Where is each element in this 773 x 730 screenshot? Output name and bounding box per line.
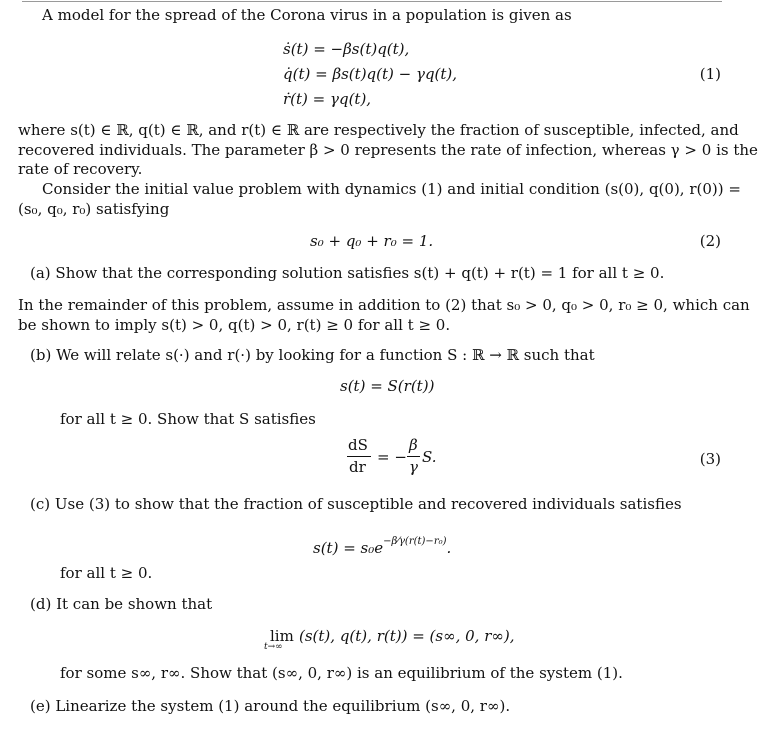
equation-s-of-r: s(t) = S(r(t)) [340,377,435,395]
lim-subscript: t→∞ [264,642,283,652]
equation-r-dot: ṙ(t) = γq(t), [283,90,372,108]
part-d-text: (d) It can be shown that [30,595,213,613]
S-tail: S. [422,448,437,466]
where-line-3: rate of recovery. [18,160,143,178]
exp-exponent: −β⁄γ(r(t)−r₀) [383,536,447,547]
part-a-text: (a) Show that the corresponding solution satisfies s(t) + q(t) + r(t) = 1 for all t ≥ 0. [30,264,665,282]
consider-line-2: (s₀, q₀, r₀) satisfying [18,200,170,218]
top-rule [22,1,722,2]
part-c-text: (c) Use (3) to show that the fraction of susceptible and recovered individuals satisfies [30,495,682,513]
equation-number-2: (2) [699,232,721,250]
fraction-dS-dr [347,436,373,476]
where-line-2: recovered individuals. The parameter β > 0 represents the rate of infection, whereas γ > 0 is the [18,141,758,159]
part-e-text: (e) Linearize the system (1) around the equilibrium (s∞, 0, r∞). [30,697,511,715]
fraction-beta-gamma [407,436,421,476]
equation-s-exponential [313,533,451,557]
part-c-after: for all t ≥ 0. [60,564,153,582]
exp-end: . [446,539,452,557]
gamma-denominator: γ [409,458,418,476]
part-b-text: (b) We will relate s(·) and r(·) by looking for a function S : ℝ → ℝ such that [30,346,595,364]
fraction-bar [407,456,420,457]
dS-numerator: dS [348,436,368,454]
exp-base: s(t) = s₀e [313,539,384,557]
dr-denominator: dr [349,458,366,476]
lim-operator: lim [270,627,294,645]
equation-q-dot: q̇(t) = βs(t)q(t) − γq(t), [283,65,458,83]
consider-line-1: Consider the initial value problem with dynamics (1) and initial condition (s(0), q(0), r(0)) = [42,180,741,198]
equation-s-dot: ṡ(t) = −βs(t)q(t), [283,40,410,58]
equation-constraint: s₀ + q₀ + r₀ = 1. [310,232,434,250]
remainder-line-1: In the remainder of this problem, assume in addition to (2) that s₀ > 0, q₀ > 0, r₀ ≥ 0, which can [18,296,750,314]
equation-number-1: (1) [699,65,721,83]
equation-limit: (s(t), q(t), r(t)) = (s∞, 0, r∞), [299,627,515,645]
equation-number-3: (3) [699,450,721,468]
intro-text: A model for the spread of the Corona virus in a population is given as [42,6,572,24]
part-b-after: for all t ≥ 0. Show that S satisfies [60,410,316,428]
fraction-bar [347,456,371,457]
beta-numerator: β [409,436,418,454]
equals-minus: = − [377,448,407,466]
part-d-after: for some s∞, r∞. Show that (s∞, 0, r∞) is an equilibrium of the system (1). [60,664,623,682]
where-line-1: where s(t) ∈ ℝ, q(t) ∈ ℝ, and r(t) ∈ ℝ are respectively the fraction of susceptible, infected, and [18,121,739,139]
remainder-line-2: be shown to imply s(t) > 0, q(t) > 0, r(t) ≥ 0 for all t ≥ 0. [18,316,451,334]
